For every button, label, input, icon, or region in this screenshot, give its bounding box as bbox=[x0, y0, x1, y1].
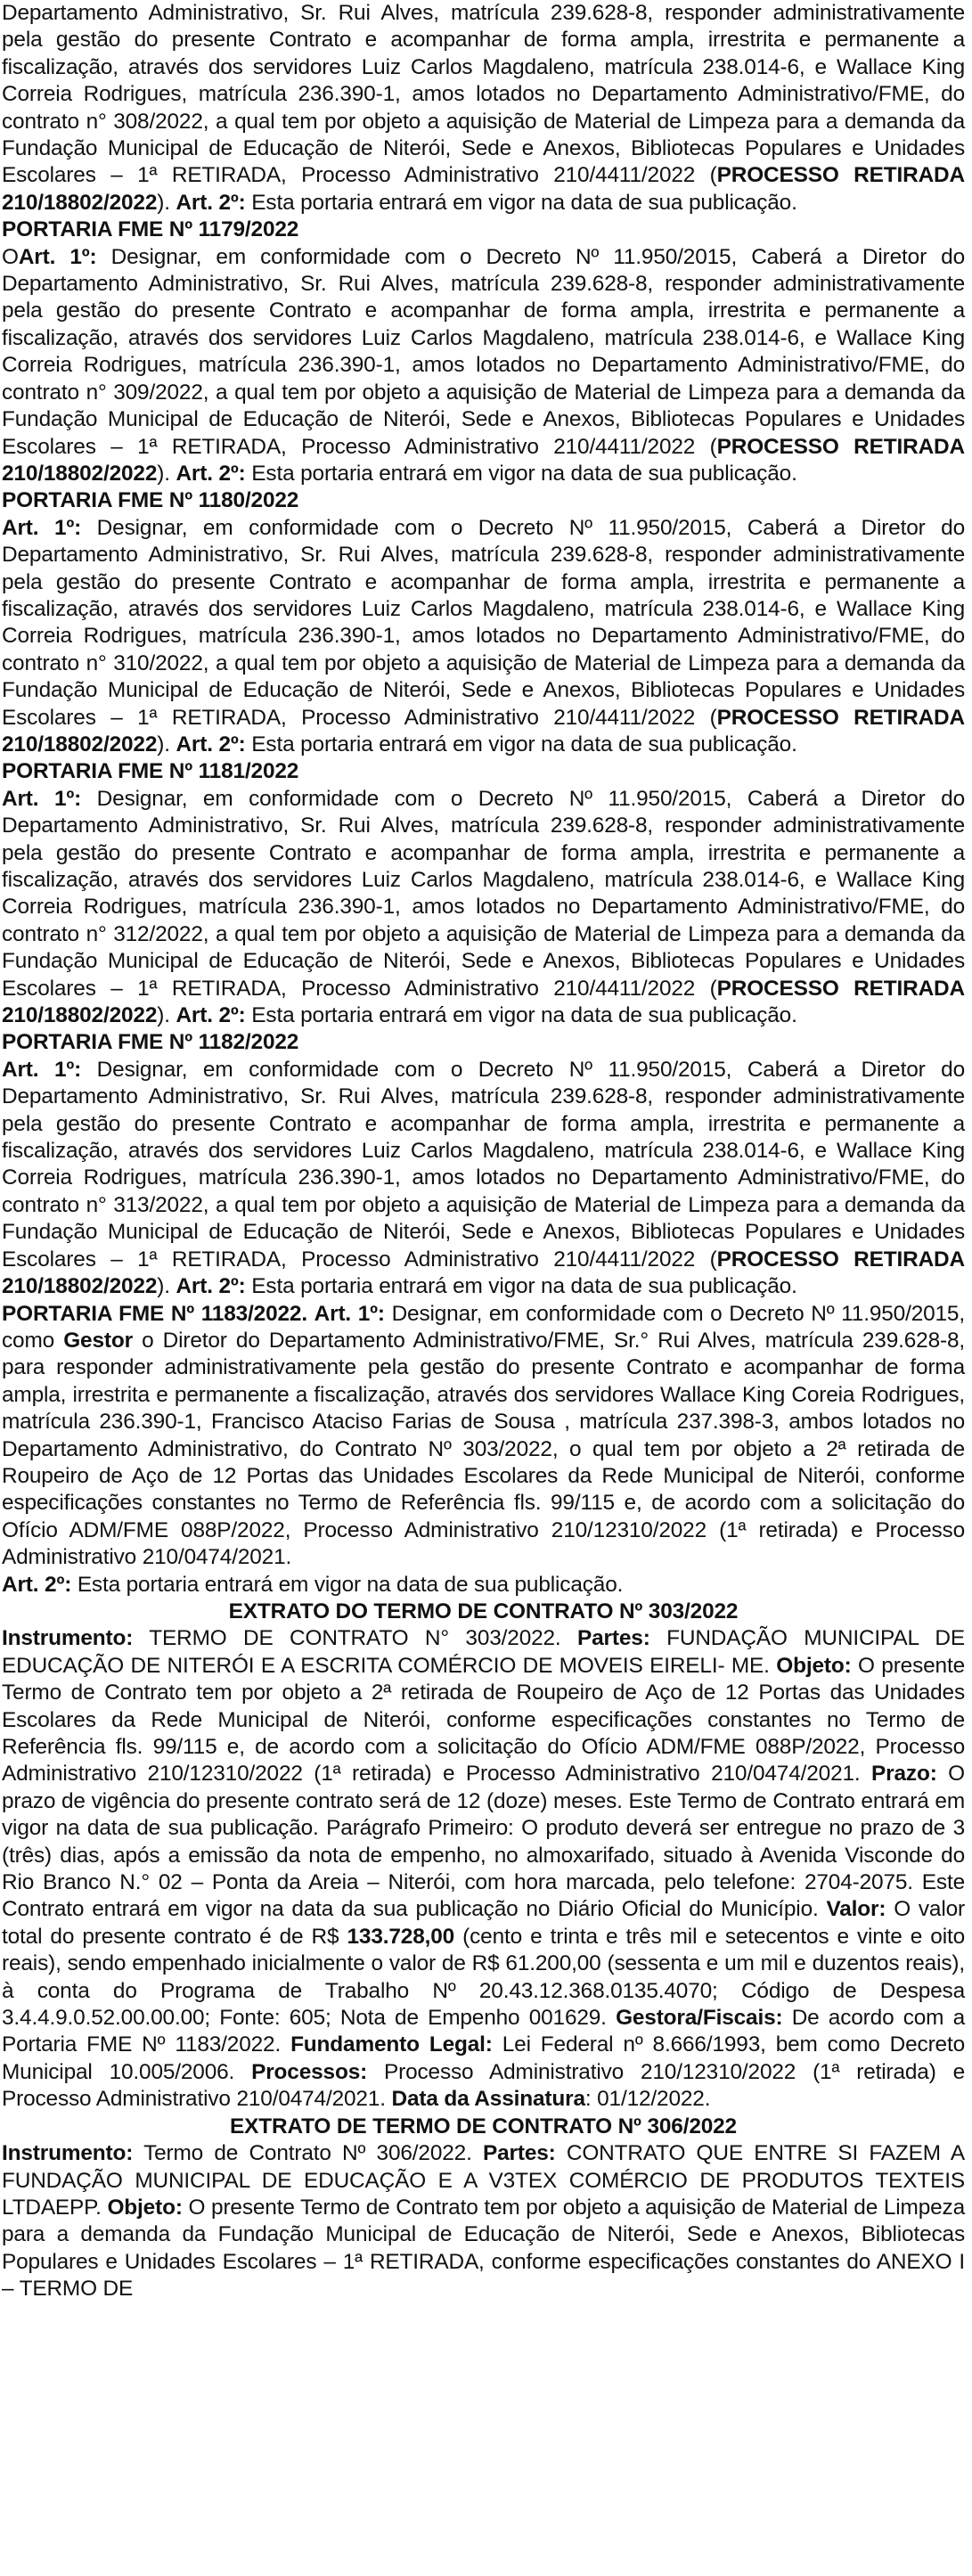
intro-process-number: PROCESSO RETIRADA 210/18802/2022 bbox=[2, 163, 965, 215]
portaria-1183-art1-label: Art. 1º: bbox=[314, 1301, 385, 1326]
portaria-1179-art1-label: Art. 1º: bbox=[18, 244, 97, 269]
extrato-303-gestora: De acordo com a Portaria FME Nº 1183/2022. bbox=[2, 2006, 966, 2057]
extrato-303-partes: FUNDAÇÃO MUNICIPAL DE EDUCAÇÃO DE NITERÓI E A ESCRITA COMÉRCIO DE MOVEIS EIRELI- ME. bbox=[2, 1626, 965, 1678]
extrato-303-processos-label: Processos: bbox=[251, 2059, 368, 2084]
portaria-1183-text-2: o Diretor do Departamento Administrativo/FME, Sr.° Rui Alves, matrícula 239.628-8, para responder administrativamente pela gestão do presente Contrato e acompanhar de forma ampla, irrestrita e permanente a fiscalização, através dos servidores Wallace King Coreia Rodrigues, matrícula 236.390-1, Francisco Ataciso Farias de Sousa , matrícula 237.398-3, ambos lotados no Departamento Administrativo, do Contrato Nº 303/2022, o qual tem por objeto a 2ª retirada de Roupeiro de Aço de 12 Portas das Unidades Escolares da Rede Municipal de Niterói, conforme especificações constantes no Termo de Referência fls. 99/115 e, de acordo com a solicitação do Ofício ADM/FME 088P/2022, Processo Administrativo 210/12310/2022 (1ª retirada) e Processo Administrativo 210/0474/2021. bbox=[2, 1328, 965, 1570]
portaria-1181-art2-label: Art. 2º: bbox=[176, 1003, 246, 1028]
portaria-1181-body bbox=[2, 786, 965, 1030]
portaria-1179-prefix: O bbox=[2, 244, 19, 269]
portaria-1182-art2-label: Art. 2º: bbox=[176, 1274, 246, 1299]
extrato-303-valor-text-2: (cento e trinta e três mil e setecentos e vinte e oito reais), sendo empenhado inicialmente o valor de R$ 61.200,00 (sessenta e um mil e duzentos reais), à conta do Programa de Trabalho Nº 20.43.12.368.0135.4070; Código de Despesa 3.4.4.9.0.52.00.00.00; Fonte: 605; Nota de Empenho 001629. bbox=[2, 1924, 966, 2031]
extrato-303-processos: Processo Administrativo 210/12310/2022 (1ª retirada) e Processo Administrativo 210/0474/2021. bbox=[2, 2059, 965, 2112]
intro-close: ). bbox=[157, 190, 176, 215]
portaria-1183-body bbox=[2, 1301, 965, 1572]
portaria-1180-art1-label: Art. 1º: bbox=[2, 515, 82, 540]
portaria-1181-art2-text: Esta portaria entrará em vigor na data de sua publicação. bbox=[245, 1003, 797, 1028]
extrato-306-instrumento: Termo de Contrato Nº 306/2022. bbox=[133, 2141, 483, 2166]
portaria-1180-art2-label: Art. 2º: bbox=[176, 732, 246, 756]
portaria-1183-art2 bbox=[2, 1572, 965, 1599]
portaria-1182-close: ). bbox=[157, 1274, 176, 1299]
portaria-1179-close: ). bbox=[157, 461, 176, 486]
portaria-1181-heading: PORTARIA FME Nº 1181/2022 bbox=[2, 759, 299, 784]
extrato-303-valor-amount: 133.728,00 bbox=[347, 1924, 455, 1949]
extrato-303-prazo: O prazo de vigência do presente contrato será de 12 (doze) meses. Este Termo de Contrato entrará em vigor na data de sua publicação. Parágrafo Primeiro: O produto deverá ser entregue no prazo de 3 (três) dias, após a emissão da nota de empenho, no almoxarifado, situado à Avenida Visconde do Rio Branco N.° 02 – Ponta da Areia – Niterói, com hora marcada, pelo telefone: 2704-2075. Este Contrato entrará em vigor na data da sua publicação no Diário Oficial do Município. bbox=[2, 1762, 966, 1922]
extrato-303-fundamento: Lei Federal nº 8.666/1993, bem como Decreto Municipal 10.005/2006. bbox=[2, 2032, 965, 2084]
portaria-1179-text: Designar, em conformidade com o Decreto Nº 11.950/2015, Caberá a Diretor do Departamento Administrativo, Sr. Rui Alves, matrícula 239.628-8, responder administrativamente pela gestão do presente Contrato e acompanhar de forma ampla, irrestrita e permanente a fiscalização, através dos servidores Luiz Carlos Magdaleno, matrícula 238.014-6, e Wallace King Correia Rodrigues, matrícula 236.390-1, amos lotados no Departamento Administrativo/FME, do contrato n° 309/2022, a qual tem por objeto a aquisição de Material de Limpeza para a demanda da Fundação Municipal de Educação de Niterói, Sede e Anexos, Bibliotecas Populares e Unidades Escolares – 1ª RETIRADA, Processo Administrativo 210/4411/2022 ( bbox=[2, 244, 965, 459]
portaria-1181-text: Designar, em conformidade com o Decreto Nº 11.950/2015, Caberá a Diretor do Departamento Administrativo, Sr. Rui Alves, matrícula 239.628-8, responder administrativamente pela gestão do presente Contrato e acompanhar de forma ampla, irrestrita e permanente a fiscalização, através dos servidores Luiz Carlos Magdaleno, matrícula 238.014-6, e Wallace King Correia Rodrigues, matrícula 236.390-1, amos lotados no Departamento Administrativo/FME, do contrato n° 312/2022, a qual tem por objeto a aquisição de Material de Limpeza para a demanda da Fundação Municipal de Educação de Niterói, Sede e Anexos, Bibliotecas Populares e Unidades Escolares – 1ª RETIRADA, Processo Administrativo 210/4411/2022 ( bbox=[2, 786, 966, 1001]
extrato-303-title: EXTRATO DO TERMO DE CONTRATO Nº 303/2022 bbox=[228, 1599, 739, 1623]
portaria-1180-close: ). bbox=[157, 732, 176, 756]
extrato-303-objeto-label: Objeto: bbox=[776, 1653, 852, 1678]
portaria-1183-art2-text: Esta portaria entrará em vigor na data de sua publicação. bbox=[71, 1572, 624, 1597]
extrato-303-instrumento-label: Instrumento: bbox=[2, 1626, 134, 1651]
portaria-1180-art2-text: Esta portaria entrará em vigor na data de sua publicação. bbox=[245, 732, 797, 756]
extrato-306-partes-label: Partes: bbox=[482, 2141, 556, 2166]
intro-art2-text: Esta portaria entrará em vigor na data de sua publicação. bbox=[245, 190, 797, 215]
portaria-1179-heading: PORTARIA FME Nº 1179/2022 bbox=[2, 217, 299, 242]
extrato-306-objeto-label: Objeto: bbox=[107, 2195, 183, 2220]
extrato-303-valor-text-1: O valor total do presente contrato é de R$ bbox=[2, 1897, 965, 1949]
portaria-1182-art2-text: Esta portaria entrará em vigor na data de sua publicação. bbox=[245, 1274, 797, 1299]
extrato-306-body bbox=[2, 2140, 965, 2302]
extrato-306-partes: CONTRATO QUE ENTRE SI FAZEM A FUNDAÇÃO MUNICIPAL DE EDUCAÇÃO E A V3TEX COMÉRCIO DE PRODUTOS TEXTEIS LTDAEPP. bbox=[2, 2141, 965, 2220]
extrato-303-fundamento-label: Fundamento Legal: bbox=[290, 2032, 493, 2057]
portaria-1183-heading: PORTARIA FME Nº 1183/2022. bbox=[2, 1301, 307, 1326]
extrato-306-title: EXTRATO DE TERMO DE CONTRATO Nº 306/2022 bbox=[230, 2114, 737, 2138]
portaria-1179-art2-label: Art. 2º: bbox=[176, 461, 246, 486]
intro-text: Departamento Administrativo, Sr. Rui Alves, matrícula 239.628-8, responder administrativamente pela gestão do presente Contrato e acompanhar de forma ampla, irrestrita e permanente a fiscalização, através dos servidores Luiz Carlos Magdaleno, matrícula 238.014-6, e Wallace King Correia Rodrigues, matrícula 236.390-1, amos lotados no Departamento Administrativo/FME, do contrato n° 308/2022, a qual tem por objeto a aquisição de Material de Limpeza para a demanda da Fundação Municipal de Educação de Niterói, Sede e Anexos, Bibliotecas Populares e Unidades Escolares – 1ª RETIRADA, Processo Administrativo 210/4411/2022 ( bbox=[2, 1, 965, 188]
extrato-306-objeto: O presente Termo de Contrato tem por objeto a aquisição de Material de Limpeza para a demanda da Fundação Municipal de Educação de Niterói, Sede e Anexos, Bibliotecas Populares e Unidades Escolares – 1ª RETIRADA, conforme especificações constantes do ANEXO I – TERMO DE bbox=[2, 2195, 965, 2302]
portaria-1181-art1-label: Art. 1º: bbox=[2, 786, 82, 811]
extrato-303-prazo-label: Prazo: bbox=[871, 1762, 937, 1787]
portaria-1179-process-number: PROCESSO RETIRADA 210/18802/2022 bbox=[2, 434, 965, 486]
extrato-306-instrumento-label: Instrumento: bbox=[2, 2141, 134, 2166]
portaria-1180-body bbox=[2, 515, 965, 759]
extrato-303-data: : 01/12/2022. bbox=[584, 2087, 711, 2112]
intro-art2-label: Art. 2º: bbox=[176, 190, 246, 215]
extrato-303-data-label: Data da Assinatura bbox=[391, 2087, 585, 2112]
portaria-1180-process-number: PROCESSO RETIRADA 210/18802/2022 bbox=[2, 705, 965, 756]
portaria-1182-body bbox=[2, 1057, 965, 1301]
portaria-1179-body bbox=[2, 244, 965, 488]
intro-paragraph bbox=[2, 0, 965, 217]
extrato-303-body bbox=[2, 1625, 965, 2113]
extrato-303-instrumento: TERMO DE CONTRATO N° 303/2022. bbox=[133, 1626, 578, 1651]
portaria-1182-text: Designar, em conformidade com o Decreto Nº 11.950/2015, Caberá a Diretor do Departamento Administrativo, Sr. Rui Alves, matrícula 239.628-8, responder administrativamente pela gestão do presente Contrato e acompanhar de forma ampla, irrestrita e permanente a fiscalização, através dos servidores Luiz Carlos Magdaleno, matrícula 238.014-6, e Wallace King Correia Rodrigues, matrícula 236.390-1, amos lotados no Departamento Administrativo/FME, do contrato n° 313/2022, a qual tem por objeto a aquisição de Material de Limpeza para a demanda da Fundação Municipal de Educação de Niterói, Sede e Anexos, Bibliotecas Populares e Unidades Escolares – 1ª RETIRADA, Processo Administrativo 210/4411/2022 ( bbox=[2, 1057, 966, 1272]
portaria-1179-art2-text: Esta portaria entrará em vigor na data de sua publicação. bbox=[245, 461, 797, 486]
portaria-1181-process-number: PROCESSO RETIRADA 210/18802/2022 bbox=[2, 976, 965, 1028]
portaria-1182-process-number: PROCESSO RETIRADA 210/18802/2022 bbox=[2, 1247, 965, 1299]
extrato-303-objeto: O presente Termo de Contrato tem por objeto a 2ª retirada de Roupeiro de Aço de 12 Portas das Unidades Escolares da Rede Municipal de Niterói, conforme especificações constantes no Termo de Referência fls. 99/115 e, de acordo com a solicitação do Ofício ADM/FME 088P/2022, Processo Administrativo 210/12310/2022 (1ª retirada) e Processo Administrativo 210/0474/2021. bbox=[2, 1653, 966, 1787]
extrato-303-valor-label: Valor: bbox=[826, 1897, 886, 1922]
portaria-1180-heading: PORTARIA FME Nº 1180/2022 bbox=[2, 488, 299, 513]
extrato-303-gestora-label: Gestora/Fiscais: bbox=[616, 2006, 783, 2031]
portaria-1183-gestor: Gestor bbox=[63, 1328, 133, 1353]
portaria-1183-art2-label: Art. 2º: bbox=[2, 1572, 72, 1597]
portaria-1183-text-1: Designar, em conformidade com o Decreto Nº 11.950/2015, como bbox=[2, 1301, 965, 1353]
portaria-1181-close: ). bbox=[157, 1003, 176, 1028]
portaria-1182-heading: PORTARIA FME Nº 1182/2022 bbox=[2, 1030, 299, 1055]
portaria-1180-text: Designar, em conformidade com o Decreto Nº 11.950/2015, Caberá a Diretor do Departamento Administrativo, Sr. Rui Alves, matrícula 239.628-8, responder administrativamente pela gestão do presente Contrato e acompanhar de forma ampla, irrestrita e permanente a fiscalização, através dos servidores Luiz Carlos Magdaleno, matrícula 238.014-6, e Wallace King Correia Rodrigues, matrícula 236.390-1, amos lotados no Departamento Administrativo/FME, do contrato n° 310/2022, a qual tem por objeto a aquisição de Material de Limpeza para a demanda da Fundação Municipal de Educação de Niterói, Sede e Anexos, Bibliotecas Populares e Unidades Escolares – 1ª RETIRADA, Processo Administrativo 210/4411/2022 ( bbox=[2, 515, 966, 730]
portaria-1182-art1-label: Art. 1º: bbox=[2, 1057, 82, 1082]
extrato-303-partes-label: Partes: bbox=[577, 1626, 650, 1651]
